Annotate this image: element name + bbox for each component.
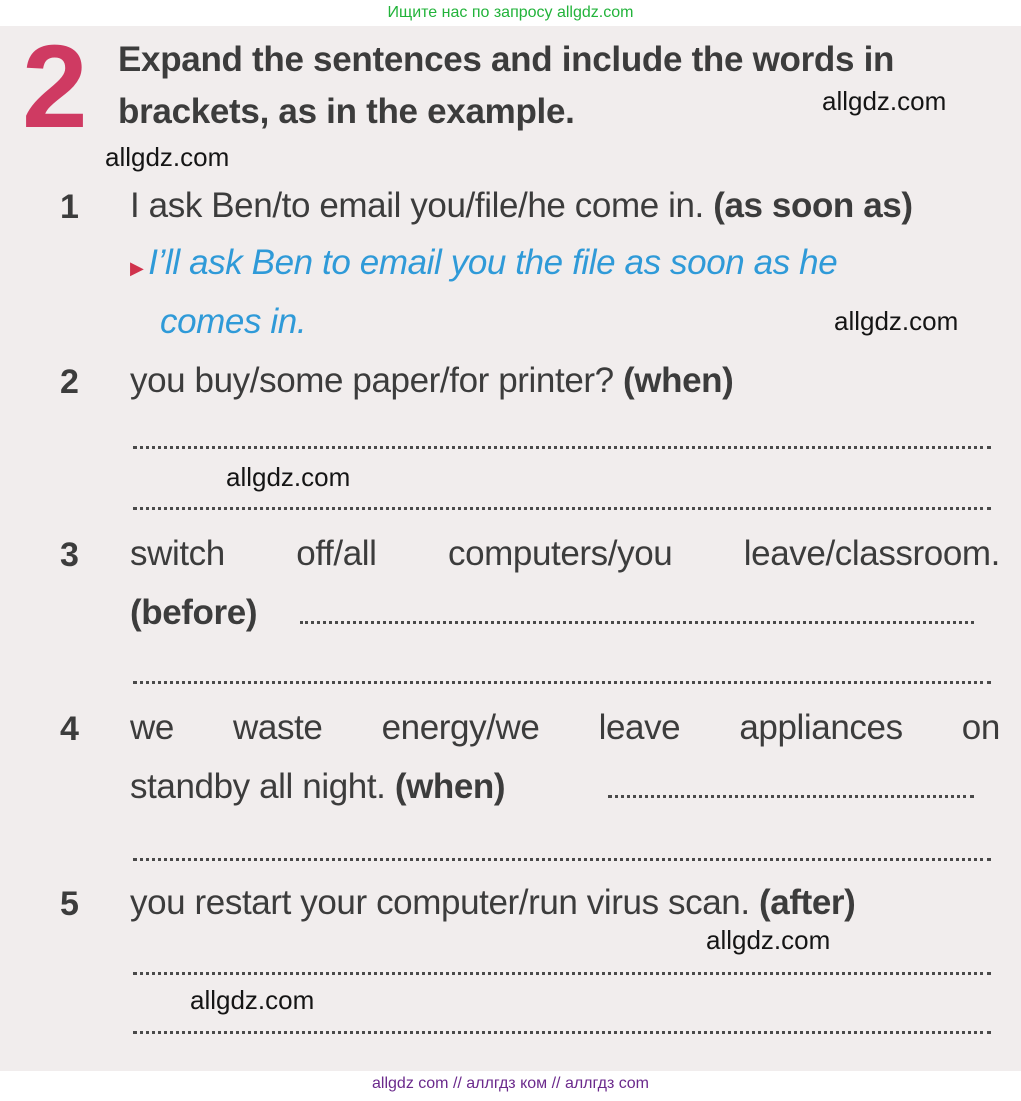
item-word: leave/classroom.: [743, 534, 1000, 573]
item-word: energy/we: [381, 708, 540, 747]
exercise-number: 2: [22, 26, 86, 153]
item-prompt-5: [130, 883, 855, 923]
answer-line-5a[interactable]: [133, 972, 991, 975]
item-text-1: I ask Ben/to email you/file/he come in.: [130, 186, 704, 225]
item-word: on: [961, 708, 1000, 747]
item-hint-5: (after): [759, 883, 856, 922]
watermark: allgdz.com: [822, 86, 947, 116]
item-word: appliances: [739, 708, 903, 747]
item-number-3: 3: [60, 536, 79, 574]
item-hint-1: (as soon as): [713, 186, 913, 225]
answer-line-3b[interactable]: [133, 681, 991, 684]
item-hint-4: (when): [394, 767, 506, 806]
item-prompt-4-line2: [130, 767, 505, 807]
item-word: leave: [598, 708, 681, 747]
item-word: we: [130, 708, 174, 747]
item-number-2: 2: [60, 363, 79, 401]
item-text-2: you buy/some paper/for printer?: [130, 361, 614, 400]
item-word: off/all: [296, 534, 377, 573]
item-text-4-line2: standby all night.: [130, 767, 386, 806]
item-prompt-3: [130, 534, 1000, 574]
item-word: computers/you: [447, 534, 673, 573]
item-word: waste: [233, 708, 323, 747]
item-number-5: 5: [60, 885, 79, 923]
textbook-page: [0, 26, 1021, 1071]
answer-line-2a[interactable]: [133, 446, 991, 449]
example-answer-text1: I’ll ask Ben to email you the file as soon as he: [148, 243, 838, 282]
answer-line-5b[interactable]: [133, 1031, 991, 1034]
answer-line-4b[interactable]: [133, 858, 991, 861]
item-prompt-4: [130, 708, 1000, 748]
answer-line-4a[interactable]: [608, 795, 974, 798]
top-banner[interactable]: Ищите нас по запросу allgdz.com: [387, 4, 634, 21]
watermark: allgdz.com: [226, 462, 351, 492]
exercise-instruction-line2: brackets, as in the example.: [118, 92, 575, 131]
item-hint-3: (before): [130, 593, 258, 632]
watermark: allgdz.com: [706, 925, 831, 955]
item-hint-3-line: [130, 593, 257, 633]
watermark: allgdz.com: [190, 985, 315, 1015]
item-prompt-2: [130, 361, 733, 401]
exercise-instruction-line1: Expand the sentences and include the words in: [118, 40, 895, 79]
item-word: switch: [130, 534, 225, 573]
example-answer-line1: [130, 243, 837, 283]
answer-line-3a[interactable]: [300, 621, 974, 624]
bottom-banner[interactable]: allgdz com // аллгдз ком // аллгдз com: [372, 1075, 649, 1092]
item-hint-2: (when): [623, 361, 734, 400]
item-number-4: 4: [60, 710, 79, 748]
triangle-bullet-icon: ▶: [130, 258, 144, 278]
watermark: allgdz.com: [105, 142, 230, 172]
item-text-5: you restart your computer/run virus scan.: [130, 883, 750, 922]
answer-line-2b[interactable]: [133, 507, 991, 510]
item-number-1: 1: [60, 188, 79, 226]
watermark: allgdz.com: [834, 306, 959, 336]
example-answer-line2: comes in.: [160, 302, 307, 341]
item-prompt-1: [130, 186, 913, 226]
